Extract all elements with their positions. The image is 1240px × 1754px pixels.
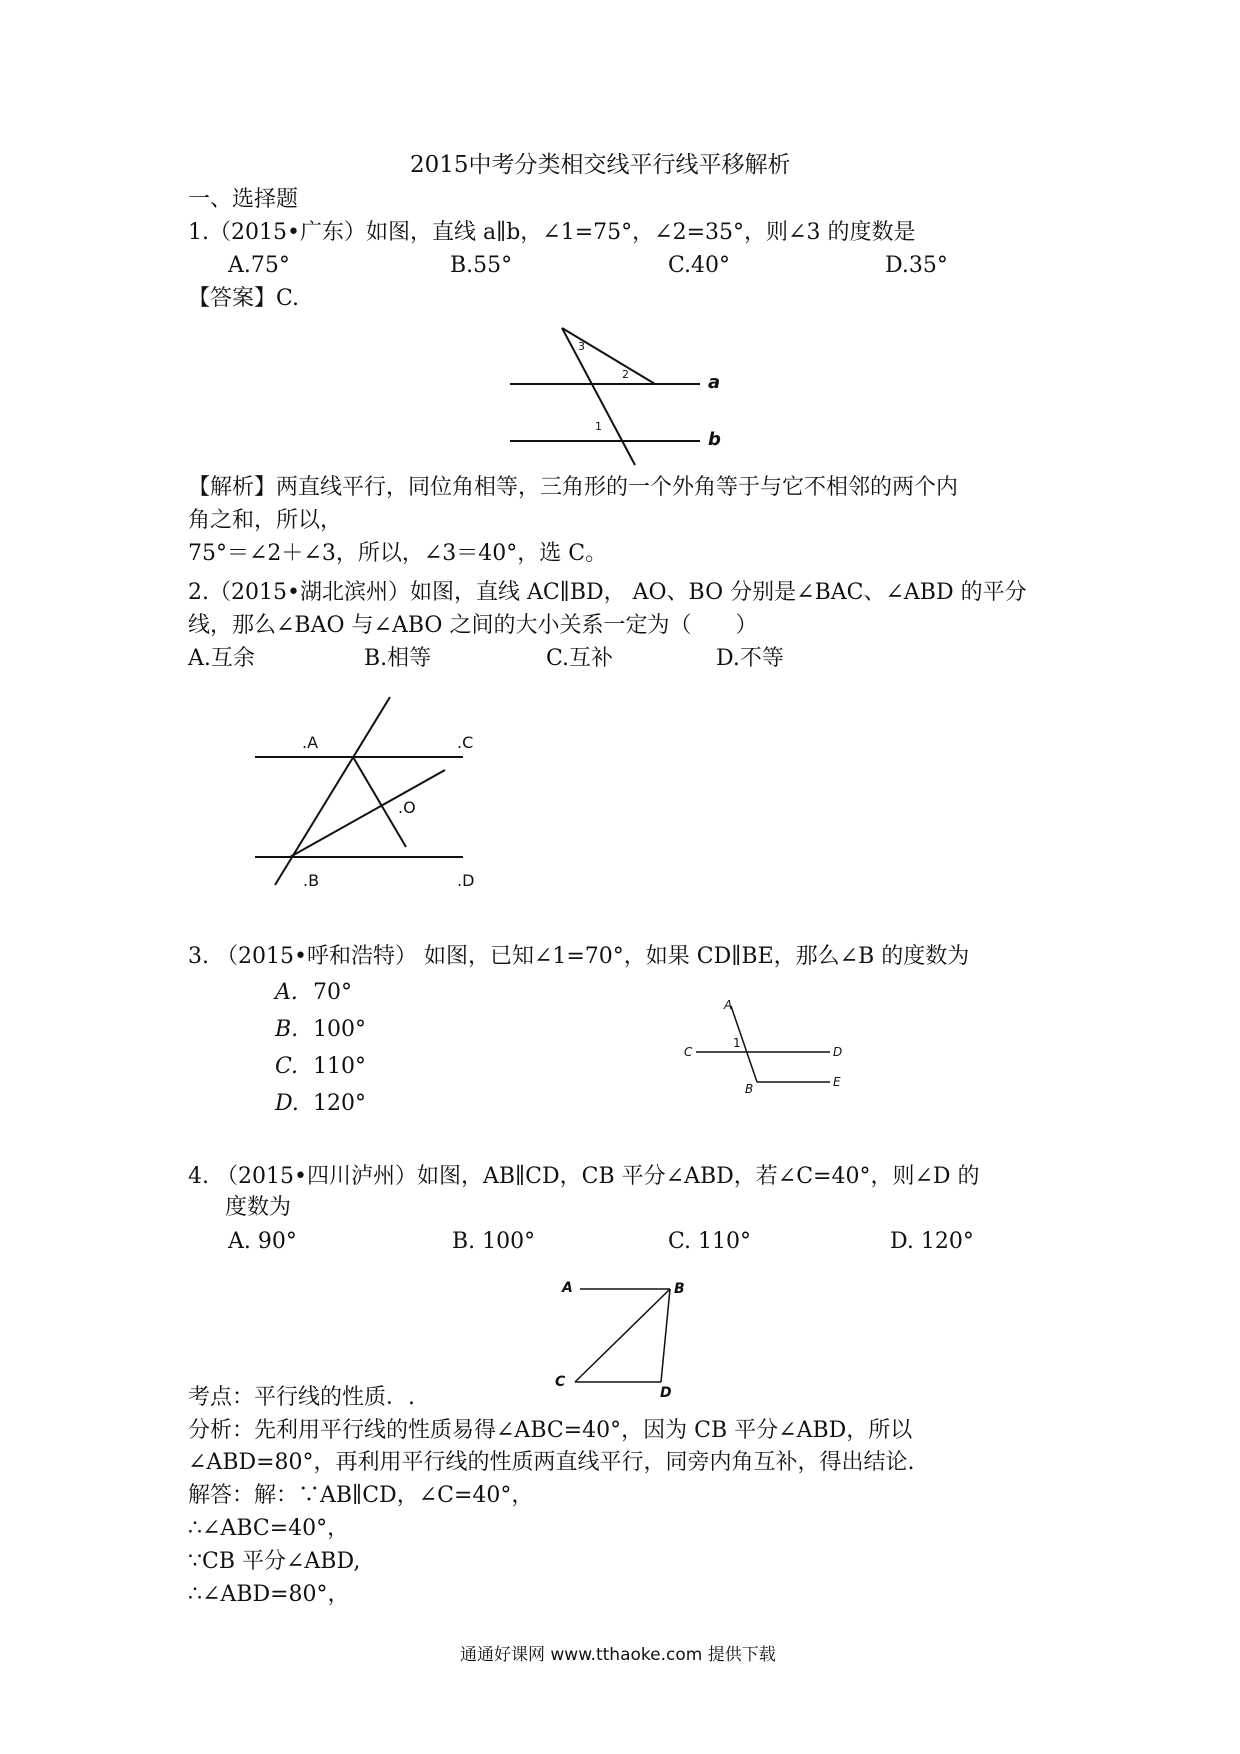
q2-option-b: B.相等	[364, 646, 432, 671]
q1-analysis-line-2: 角之和，所以，	[188, 508, 343, 533]
q4-label-b: B	[674, 1281, 685, 1297]
q2-stem-line-2: 线，那么∠BAO 与∠ABO 之间的大小关系一定为（ ）	[188, 613, 758, 638]
q2-label-b: .B	[303, 871, 320, 890]
q2-option-a: A.互余	[188, 646, 255, 671]
q3-label-1: 1	[733, 1036, 741, 1050]
q2-label-a: .A	[302, 733, 319, 752]
q4-figure	[550, 1268, 700, 1401]
q3-label-a: A	[724, 998, 733, 1012]
q4-label-a: A	[562, 1280, 573, 1296]
q1-figure	[500, 320, 740, 470]
q3-option-d-letter: D.	[275, 1091, 299, 1116]
q1-option-c: C.40°	[668, 253, 731, 278]
q3-option-a-value: 70°	[313, 980, 352, 1005]
q3-option-b-letter: B.	[275, 1017, 299, 1042]
section-heading: 一、选择题	[188, 187, 299, 212]
q2-option-d: D.不等	[716, 646, 784, 671]
q4-option-b: B. 100°	[452, 1229, 536, 1254]
q4-analysis-line-2: ∠ABD=80°，再利用平行线的性质两直线平行，同旁内角互补，得出结论.	[188, 1450, 915, 1475]
q1-analysis-line-1: 【解析】两直线平行，同位角相等，三角形的一个外角等于与它不相邻的两个内	[188, 475, 959, 500]
q2-label-o: .O	[398, 798, 416, 817]
q3-label-c: C	[684, 1045, 693, 1059]
q1-label-2: 2	[622, 368, 629, 381]
q3-option-d-value: 120°	[313, 1091, 366, 1116]
q4-solution-line-2: ∴∠ABC=40°，	[188, 1516, 350, 1541]
line-bd	[661, 1289, 670, 1382]
q2-label-c: .C	[457, 733, 474, 752]
q4-label-d: D	[660, 1385, 672, 1401]
q2-option-c: C.互补	[546, 646, 614, 671]
q1-stem: 1.（2015•广东）如图，直线 a∥b，∠1=75°，∠2=35°，则∠3 的度数是	[188, 220, 916, 245]
q2-figure	[250, 695, 490, 895]
q4-solution-line-1: 解答：解：∵AB∥CD，∠C=40°，	[188, 1483, 534, 1508]
q1-option-a: A.75°	[228, 253, 290, 278]
q4-option-c: C. 110°	[668, 1229, 752, 1254]
q2-stem-line-1: 2.（2015•湖北滨州）如图，直线 AC∥BD， AO、BO 分别是∠BAC、∠ABD 的平分	[188, 580, 1027, 605]
q1-analysis-line-3: 75°＝∠2＋∠3，所以，∠3＝40°，选 C。	[188, 541, 608, 566]
q3-stem: 3. （2015•呼和浩特） 如图，已知∠1=70°，如果 CD∥BE，那么∠B 的度数为	[188, 944, 970, 969]
q3-option-c-letter: C.	[275, 1054, 299, 1079]
q3-option-b-value: 100°	[313, 1017, 366, 1042]
q4-solution-line-4: ∴∠ABD=80°，	[188, 1582, 350, 1607]
q4-stem-line-2: 度数为	[225, 1195, 292, 1220]
q4-solution-line-3: ∵CB 平分∠ABD,	[188, 1549, 361, 1574]
q4-analysis-line-1: 分析：先利用平行线的性质易得∠ABC=40°，因为 CB 平分∠ABD，所以	[188, 1418, 913, 1443]
q3-figure	[680, 995, 860, 1095]
q1-label-1: 1	[595, 420, 602, 433]
q1-label-a: a	[708, 372, 721, 393]
page-footer: 通通好课网 www.tthaoke.com 提供下载	[460, 1645, 776, 1665]
q3-option-c-value: 110°	[313, 1054, 366, 1079]
line-cb	[575, 1289, 670, 1382]
q1-option-b: B.55°	[450, 253, 513, 278]
transversal	[562, 328, 635, 465]
q4-option-d: D. 120°	[890, 1229, 974, 1254]
q3-label-e: E	[833, 1075, 841, 1089]
q2-label-d: .D	[457, 871, 475, 890]
q1-option-d: D.35°	[885, 253, 948, 278]
q1-label-3: 3	[578, 340, 585, 353]
q3-option-a-letter: A.	[275, 980, 298, 1005]
q3-label-d: D	[833, 1045, 843, 1059]
q3-label-b: B	[745, 1082, 754, 1096]
q4-stem-line-1: 4. （2015•四川泸州）如图，AB∥CD，CB 平分∠ABD，若∠C=40°，则∠D 的	[188, 1164, 980, 1189]
page-title: 2015中考分类相交线平行线平移解析	[410, 152, 791, 178]
q4-option-a: A. 90°	[228, 1229, 297, 1254]
q4-label-c: C	[555, 1374, 566, 1390]
q4-kaodian: 考点：平行线的性质．.	[188, 1385, 415, 1410]
q1-answer: 【答案】C.	[188, 286, 300, 311]
q1-label-b: b	[708, 429, 721, 450]
